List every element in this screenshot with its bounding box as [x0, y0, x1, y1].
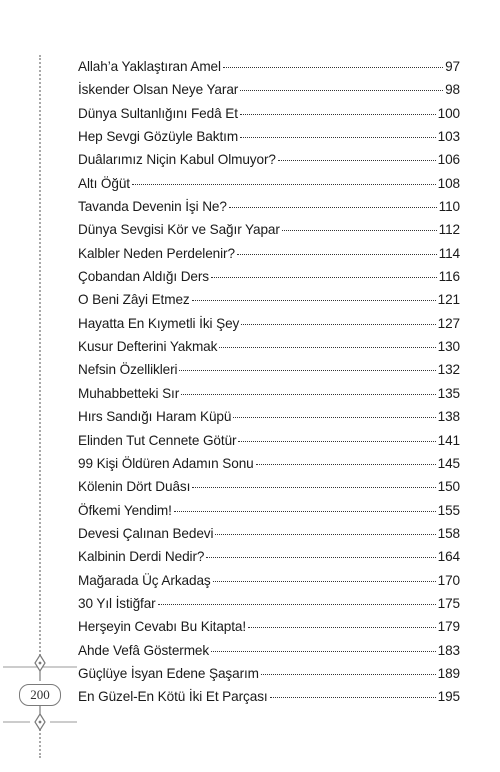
- toc-entry-title: Hep Sevgi Gözüyle Baktım: [78, 129, 239, 145]
- dot-leader: [132, 184, 436, 185]
- toc-entry: [78, 503, 460, 526]
- toc-entry-page: 132: [437, 362, 460, 378]
- toc-entry-title: Nefsin Özellikleri: [78, 362, 178, 378]
- toc-entry-title: Ahde Vefâ Göstermek: [78, 642, 210, 658]
- toc-entry-page: 127: [437, 315, 460, 331]
- toc-entry-page: 175: [437, 595, 460, 611]
- toc-entry-page: 108: [437, 175, 460, 191]
- toc-entry-page: 158: [437, 525, 460, 541]
- toc-entry-title: Dünya Sevgisi Kör ve Sağır Yapar: [78, 222, 280, 238]
- toc-entry-title: 99 Kişi Öldüren Adamın Sonu: [78, 455, 254, 471]
- dot-leader: [213, 581, 436, 582]
- dot-leader: [211, 651, 436, 652]
- toc-entry-page: 114: [438, 245, 460, 261]
- toc-entry: [78, 596, 460, 619]
- page-number: 200: [19, 684, 61, 706]
- toc-entry-page: 150: [437, 479, 460, 495]
- toc-entry-title: Hırs Sandığı Haram Küpü: [78, 409, 232, 425]
- toc-entry-title: Öfkemi Yendim!: [78, 502, 172, 518]
- toc-entry: [78, 362, 460, 385]
- dot-leader: [179, 370, 435, 371]
- toc-entry-page: 97: [445, 59, 460, 74]
- toc-entry-title: Hayatta En Kıymetli İki Şey: [78, 315, 240, 331]
- toc-entry-page: 112: [438, 222, 460, 238]
- toc-entry-page: 98: [445, 82, 460, 98]
- toc-entry-page: 100: [437, 105, 460, 121]
- dot-leader: [223, 67, 443, 68]
- dot-leader: [282, 230, 437, 231]
- dot-leader: [238, 441, 435, 442]
- toc-entry: [78, 456, 460, 479]
- dot-leader: [192, 300, 436, 301]
- toc-entry-title: Dünya Sultanlığını Fedâ Et: [78, 105, 238, 121]
- toc-entry-title: O Beni Zâyi Etmez: [78, 292, 190, 308]
- ornament-bottom-icon: [0, 706, 80, 736]
- ornament-top-icon: [0, 651, 80, 683]
- toc-entry-title: Duâlarımız Niçin Kabul Olmuyor?: [78, 152, 276, 168]
- toc-entry: [78, 526, 460, 549]
- toc-entry-page: 189: [437, 665, 460, 681]
- toc-entry: [78, 689, 460, 712]
- dot-leader: [206, 557, 435, 558]
- toc-entry: [78, 479, 460, 502]
- toc-entry-title: Mağarada Üç Arkadaş: [78, 572, 211, 588]
- toc-entry-title: Altı Öğüt: [78, 175, 130, 191]
- toc-entry-title: Kölenin Dört Duâsı: [78, 479, 191, 495]
- dot-leader: [240, 114, 436, 115]
- dot-leader: [248, 627, 436, 628]
- dot-leader: [211, 277, 437, 278]
- toc-entry-page: 155: [437, 502, 460, 518]
- dot-leader: [240, 137, 436, 138]
- dot-leader: [174, 511, 436, 512]
- toc-entry: [78, 386, 460, 409]
- toc-entry-page: 183: [437, 642, 460, 658]
- toc-entry: [78, 176, 460, 199]
- toc-entry-title: Allah’a Yaklaştıran Amel: [78, 59, 221, 74]
- dot-leader: [240, 90, 443, 91]
- toc-entry: [78, 246, 460, 269]
- dot-leader: [158, 604, 436, 605]
- dot-leader: [261, 674, 436, 675]
- toc-entry: [78, 316, 460, 339]
- toc-entry: [78, 269, 460, 292]
- toc-entry: [78, 199, 460, 222]
- toc-entry: [78, 106, 460, 129]
- toc-entry-page: 103: [437, 129, 460, 145]
- toc-entry: [78, 59, 460, 82]
- toc-entry-title: Elinden Tut Cennete Götür: [78, 432, 237, 448]
- margin-dotted-rule: [39, 55, 41, 660]
- toc-entry: [78, 666, 460, 689]
- dot-leader: [229, 207, 437, 208]
- toc-entry: [78, 573, 460, 596]
- toc-entry-title: Devesi Çalınan Bedevi: [78, 525, 214, 541]
- toc-entry: [78, 82, 460, 105]
- table-of-contents: [78, 59, 460, 713]
- toc-entry-title: Güçlüye İsyan Edene Şaşarım: [78, 665, 259, 681]
- toc-entry-page: 138: [437, 409, 460, 425]
- toc-entry: [78, 152, 460, 175]
- dot-leader: [181, 394, 435, 395]
- toc-entry-page: 170: [437, 572, 460, 588]
- toc-entry: [78, 129, 460, 152]
- toc-entry-page: 116: [438, 269, 460, 285]
- dot-leader: [237, 254, 437, 255]
- dot-leader: [241, 324, 435, 325]
- toc-entry-page: 141: [437, 432, 460, 448]
- toc-entry: [78, 222, 460, 245]
- toc-entry-title: Kalbinin Derdi Nedir?: [78, 549, 205, 565]
- dot-leader: [219, 347, 435, 348]
- dot-leader: [215, 534, 435, 535]
- toc-entry: [78, 433, 460, 456]
- toc-entry-page: 130: [437, 339, 460, 355]
- toc-entry: [78, 339, 460, 362]
- toc-entry-title: En Güzel-En Kötü İki Et Parçası: [78, 689, 268, 705]
- toc-entry-title: Kalbler Neden Perdelenir?: [78, 245, 235, 261]
- toc-entry-page: 195: [437, 689, 460, 705]
- dot-leader: [192, 487, 435, 488]
- dot-leader: [233, 417, 435, 418]
- toc-entry-title: 30 Yıl İstiğfar: [78, 595, 156, 611]
- toc-entry-page: 164: [437, 549, 460, 565]
- toc-entry-page: 179: [437, 619, 460, 635]
- toc-entry-title: Herşeyin Cevabı Bu Kitapta!: [78, 619, 247, 635]
- toc-entry-title: İskender Olsan Neye Yarar: [78, 82, 239, 98]
- toc-entry: [78, 292, 460, 315]
- toc-entry-title: Kusur Defterini Yakmak: [78, 339, 218, 355]
- toc-entry-page: 145: [437, 455, 460, 471]
- toc-entry: [78, 549, 460, 572]
- toc-entry: [78, 409, 460, 432]
- toc-entry-title: Çobandan Aldığı Ders: [78, 269, 210, 285]
- toc-entry-page: 135: [437, 385, 460, 401]
- toc-entry: [78, 619, 460, 642]
- toc-entry-page: 106: [437, 152, 460, 168]
- dot-leader: [278, 160, 436, 161]
- dot-leader: [256, 464, 436, 465]
- dot-leader: [270, 697, 436, 698]
- toc-entry-title: Tavanda Devenin İşi Ne?: [78, 199, 227, 215]
- toc-entry: [78, 643, 460, 666]
- toc-entry-title: Muhabbetteki Sır: [78, 385, 180, 401]
- toc-entry-page: 121: [437, 292, 460, 308]
- toc-entry-page: 110: [438, 199, 460, 215]
